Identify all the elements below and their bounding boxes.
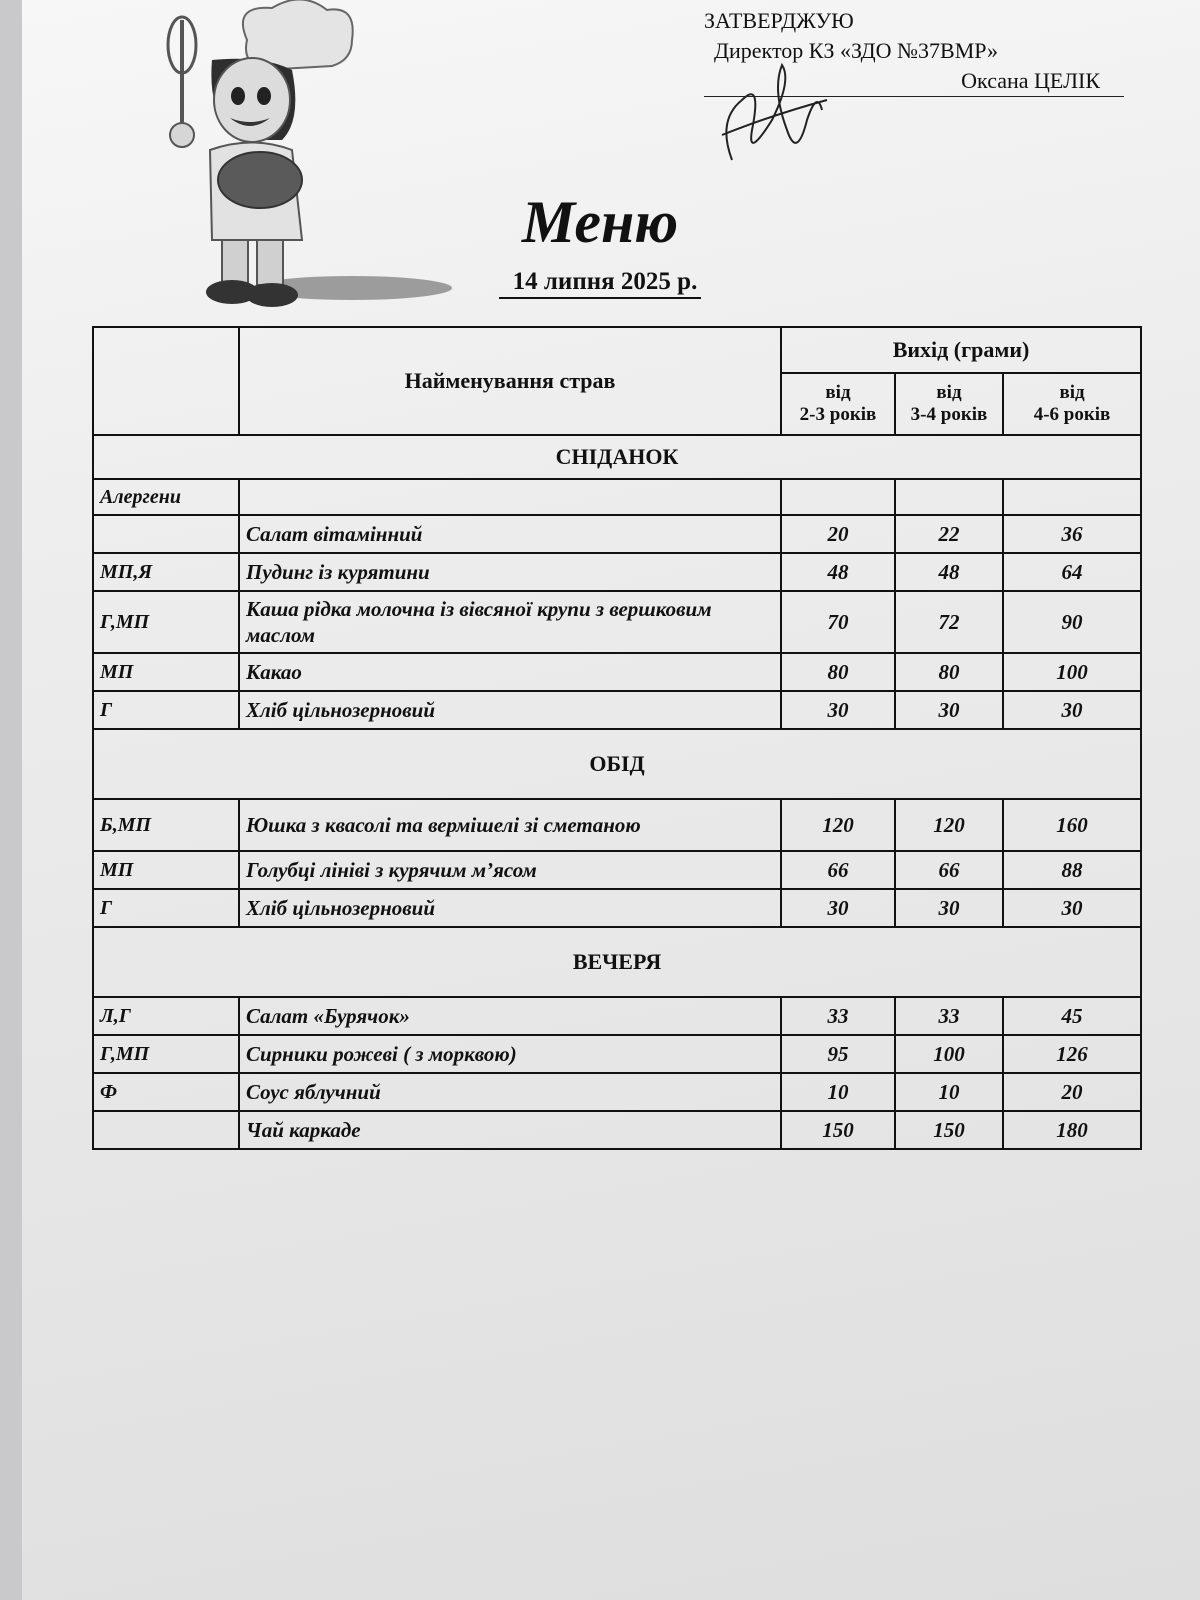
table-header-row — [93, 327, 1141, 373]
table-row: Г Хліб цільнозерновий 30 30 30 — [93, 889, 1141, 927]
table-row: Л,Г Салат «Бурячок» 33 33 45 — [93, 997, 1141, 1035]
table-row: Г,МП Сирники рожеві ( з морквою) 95 100 126 — [93, 1035, 1141, 1073]
allergens-label: Алергени — [93, 479, 239, 515]
table-row: Салат вітамінний 20 22 36 — [93, 515, 1141, 553]
table-row: Г Хліб цільнозерновий 30 30 30 — [93, 691, 1141, 729]
menu-date: 14 липня 2025 р. — [0, 268, 1200, 296]
table-row: Б,МП Юшка з квасолі та вермішелі зі сметаною 120 120 160 — [93, 799, 1141, 851]
allergens-header-row — [93, 479, 1141, 515]
table-row: Ф Соус яблучний 10 10 20 — [93, 1073, 1141, 1111]
approval-label: ЗАТВЕРДЖУЮ — [704, 8, 854, 33]
section-breakfast: СНІДАНОК — [93, 435, 1141, 479]
header-age-4-6: від 4-6 років — [1003, 373, 1141, 435]
header-age-2-3: від 2-3 років — [781, 373, 895, 435]
table-row: Г,МП Каша рідка молочна із вівсяної крупи з вершковим маслом 70 72 90 — [93, 591, 1141, 653]
page-title: Меню — [521, 189, 679, 255]
table-row: МП Голубці лініві з курячим м’ясом 66 66 88 — [93, 851, 1141, 889]
table-row: Чай каркаде 150 150 180 — [93, 1111, 1141, 1149]
menu-table — [92, 326, 1142, 1150]
approval-position: Директор КЗ «ЗДО №37ВМР» — [714, 38, 999, 63]
section-lunch: ОБІД — [93, 729, 1141, 799]
header-empty-cell — [93, 327, 239, 435]
approval-name: Оксана ЦЕЛІК — [704, 66, 1124, 97]
table-row: МП,Я Пудинг із курятини 48 48 64 — [93, 553, 1141, 591]
section-dinner: ВЕЧЕРЯ — [93, 927, 1141, 997]
signature-scribble — [712, 60, 832, 170]
header-dish-name: Найменування страв — [239, 327, 781, 435]
header-output: Вихід (грами) — [781, 327, 1141, 373]
table-row: МП Какао 80 80 100 — [93, 653, 1141, 691]
header-age-3-4: від 3-4 років — [895, 373, 1003, 435]
